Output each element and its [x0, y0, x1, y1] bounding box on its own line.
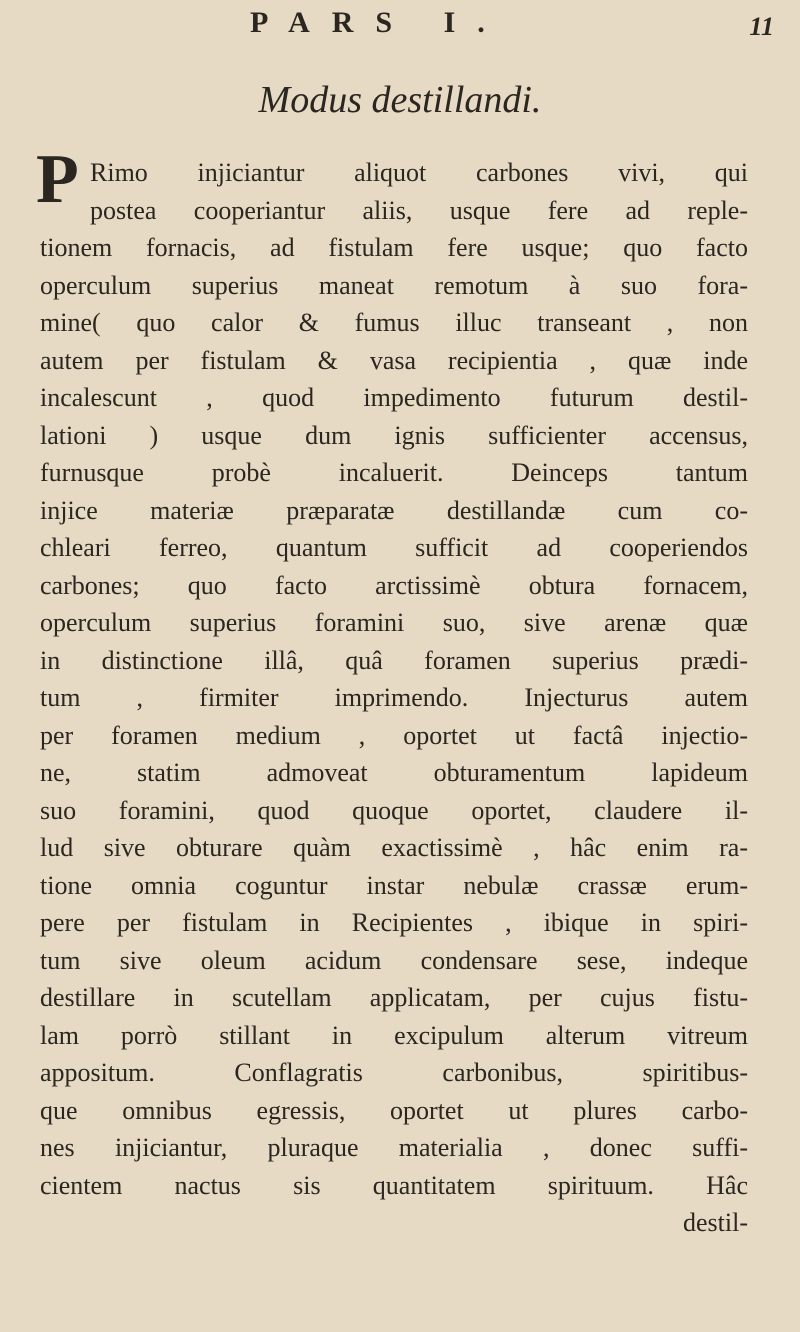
text-line: suo foramini, quod quoque oportet, claudere il- — [40, 795, 748, 825]
text-line: chleari ferreo, quantum sufficit ad cooperiendos — [40, 533, 748, 562]
text-line: injice materiæ præparatæ destillandæ cum co- — [40, 495, 748, 525]
text-line: destillare in scutellam applicatam, per cujus fistu- — [40, 983, 748, 1012]
section-heading: Modus destillandi. — [258, 79, 542, 121]
text-line: per foramen medium , oportet ut factâ injectio- — [40, 720, 748, 750]
running-title: PARS I. — [250, 6, 507, 39]
page-number: 11 — [749, 12, 774, 41]
text-line: pere per fistulam in Recipientes , ibique in spiri- — [40, 908, 748, 937]
text-line: furnusque probè incaluerit. Deinceps tantum — [40, 458, 748, 487]
text-line: operculum superius maneat remotum à suo fora- — [40, 270, 748, 300]
text-line: incalescunt , quod impedimento futurum destil- — [40, 383, 748, 412]
text-line: mine( quo calor & fumus illuc transeant , non — [40, 308, 748, 337]
text-line: tione omnia coguntur instar nebulæ crassæ erum- — [40, 870, 748, 900]
text-line: postea cooperiantur aliis, usque fere ad reple- — [90, 195, 748, 225]
text-line: appositum. Conflagratis carbonibus, spiritibus- — [40, 1058, 748, 1087]
text-line: tum , firmiter imprimendo. Injecturus autem — [40, 683, 748, 712]
text-line: operculum superius foramini suo, sive arenæ quæ — [40, 608, 748, 637]
running-head — [0, 6, 800, 46]
text-line: lam porrò stillant in excipulum alterum vitreum — [40, 1020, 748, 1050]
drop-cap: P — [36, 141, 79, 218]
text-line: tum sive oleum acidum condensare sese, indeque — [40, 945, 748, 975]
text-line: lud sive obturare quàm exactissimè , hâc enim ra- — [40, 833, 748, 862]
text-line: que omnibus egressis, oportet ut plures carbo- — [40, 1095, 748, 1125]
text-line: nes injiciantur, pluraque materialia , donec suffi- — [40, 1133, 748, 1162]
text-line: carbones; quo facto arctissimè obtura fornacem, — [40, 570, 748, 600]
text-line: Rimo injiciantur aliquot carbones vivi, qui — [90, 158, 748, 187]
text-line: cientem nactus sis quantitatem spirituum. Hâc — [40, 1170, 748, 1200]
text-line: lationi ) usque dum ignis sufficienter accensus, — [40, 420, 748, 450]
text-line: ne, statim admoveat obturamentum lapideum — [40, 758, 748, 787]
text-line: autem per fistulam & vasa recipientia , quæ inde — [40, 345, 748, 375]
text-line: tionem fornacis, ad fistulam fere usque; quo facto — [40, 233, 748, 262]
body-text — [40, 154, 748, 1242]
text-line: in distinctione illâ, quâ foramen superius prædi- — [40, 645, 748, 675]
catchword: destil- — [683, 1208, 748, 1237]
